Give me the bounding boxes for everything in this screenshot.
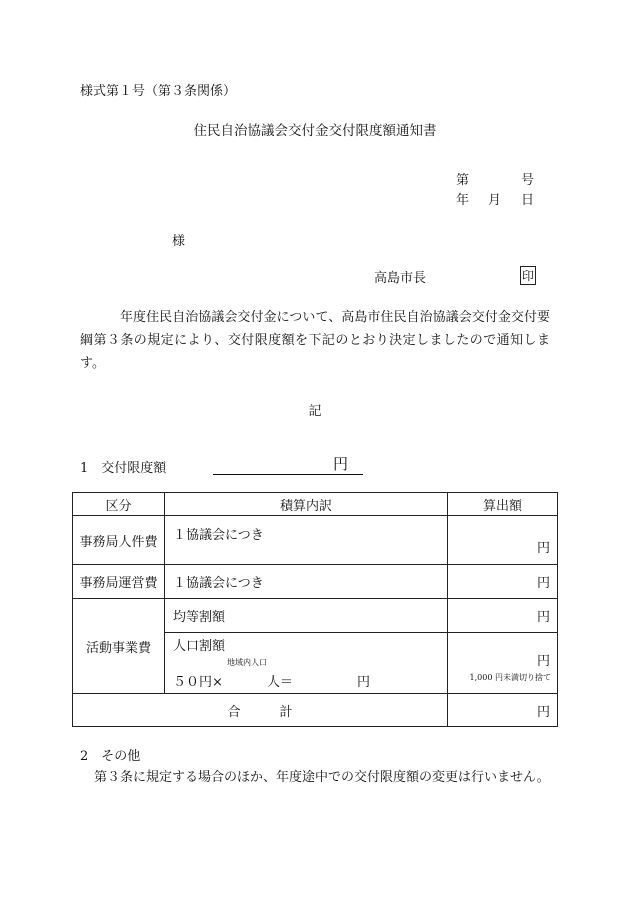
form-number: 様式第１号（第３条関係） [80, 84, 237, 99]
date-year: 年 [456, 193, 470, 208]
header-amount: 算出額 [448, 493, 558, 516]
item1-label: 1 交付限度額 [80, 461, 167, 476]
amount-cell: 円 [448, 599, 558, 633]
category-cell: 事務局運営費 [73, 565, 165, 599]
addressee-suffix: 様 [172, 234, 186, 249]
detail-cell [165, 516, 448, 565]
amount-cell [448, 516, 558, 565]
table-row [73, 599, 558, 633]
seal-mark: 印 [520, 266, 536, 285]
amount-unit: 円 [536, 541, 550, 556]
table-header-row [73, 493, 558, 516]
amount-cell: 円 [448, 565, 558, 599]
header-category: 区分 [73, 493, 165, 516]
item2-label: 2 その他 [80, 749, 141, 764]
total-row [73, 694, 558, 727]
number-suffix: 号 [521, 173, 535, 188]
item2-text: 第３条に規定する場合のほか、年度途中での交付限度額の変更は行いません。 [94, 770, 550, 785]
formula-people: 人＝ [267, 675, 294, 690]
population-label: 地域内人口 [227, 658, 267, 667]
date-month: 月 [488, 193, 502, 208]
detail-text: １協議会につき [173, 528, 264, 543]
category-cell: 活動事業費 [73, 599, 165, 694]
date-day: 日 [521, 193, 535, 208]
detail-cell: 均等割額 [165, 599, 448, 633]
amount-unit: 円 [333, 455, 349, 473]
document-title: 住民自治協議会交付金交付限度額通知書 [193, 123, 437, 139]
table-row [73, 565, 558, 599]
detail-cell [165, 633, 448, 694]
amount-cell [448, 633, 558, 694]
category-cell: 事務局人件費 [73, 516, 165, 565]
budget-table [72, 492, 558, 727]
amount-underline [213, 474, 363, 475]
issuer: 高島市長 [374, 271, 427, 286]
ki-heading: 記 [308, 404, 322, 419]
amount-unit: 円 [536, 654, 550, 669]
body-paragraph: 年度住民自治協議会交付金について、高島市住民自治協議会交付金交付要綱第３条の規定により、交付限度額を下記のとおり決定しましたので通知します。 [80, 310, 550, 371]
total-amount-cell: 円 [448, 694, 558, 727]
detail-cell: １協議会につき [165, 565, 448, 599]
rounding-note: 1,000 円未満切り捨て [469, 673, 551, 682]
formula-rate: ５０円× [173, 675, 223, 690]
total-label: 合 計 [73, 694, 448, 727]
header-detail: 積算内訳 [165, 493, 448, 516]
detail-text: 人口割額 [173, 639, 226, 654]
formula-yen: 円 [357, 675, 371, 690]
number-prefix: 第 [456, 173, 470, 188]
table-row [73, 516, 558, 565]
